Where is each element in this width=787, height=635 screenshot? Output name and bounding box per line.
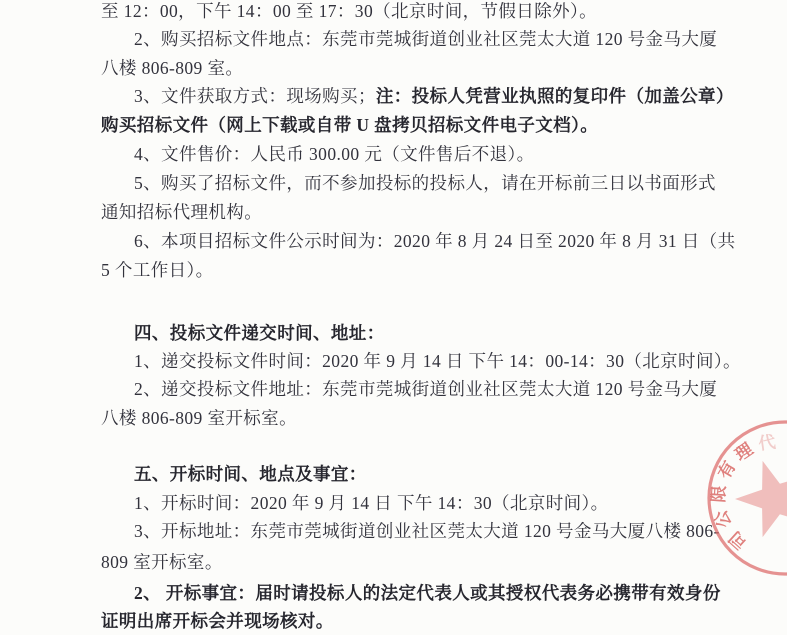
document-line: 3、开标地址：东莞市莞城街道创业社区莞太大道 120 号金马大厦八楼 806- [134,521,720,541]
document-line: 1、开标时间：2020 年 9 月 14 日 下午 14：30（北京时间）。 [134,493,609,513]
document-line: 809 室开标室。 [101,552,223,572]
document-line: 八楼 806-809 室开标室。 [101,408,297,428]
document-line: 购买招标文件（网上下载或自带 U 盘拷贝招标文件电子文档）。 [101,115,599,135]
document-line: 证明出席开标会并现场核对。 [101,611,334,631]
document-line: 5、购买了招标文件，而不参加投标的投标人，请在开标前三日以书面形式 [134,173,716,193]
document-line [134,82,734,110]
document-line: 通知招标代理机构。 [101,202,263,222]
seal-character: 公 [711,507,735,531]
document-line: 2、购买招标文件地点：东莞市莞城街道创业社区莞太大道 120 号金马大厦 [134,29,718,49]
seal-character: 理 [731,439,757,465]
seal-character: 代 [757,432,777,454]
document-line: 至 12：00，下午 14：00 至 17：30（北京时间，节假日除外）。 [101,1,598,21]
line-bold-segment: 注：投标人凭营业执照的复印件（加盖公章） [375,86,734,106]
document-line: 2、递交投标文件地址：东莞市莞城街道创业社区莞太大道 120 号金马大厦 [134,379,718,399]
seal-character: 限 [708,484,730,504]
document-line: 2、 开标事宜：届时请投标人的法定代表人或其授权代表务必携带有效身份 [134,583,721,603]
document-line: 1、递交投标文件时间：2020 年 9 月 14 日 下午 14：00-14：30（北京时间）。 [134,351,741,371]
line-normal-segment: 3、文件获取方式：现场购买； [134,86,376,106]
company-seal [690,403,787,593]
document-line: 4、文件售价：人民币 300.00 元（文件售后不退）。 [134,144,535,164]
document-line: 6、本项目招标文件公示时间为：2020 年 8 月 24 日至 2020 年 8 月 31 日（共 [134,231,736,251]
document-line: 5 个工作日）。 [101,260,214,280]
section-heading-5: 五、开标时间、地点及事宜： [134,464,367,484]
seal-character: 司 [725,527,751,553]
seal-character: 有 [714,457,740,483]
seal-star-icon [735,461,787,537]
section-heading-4: 四、投标文件递交时间、地址： [134,323,385,343]
document-line: 八楼 806-809 室。 [101,58,244,78]
